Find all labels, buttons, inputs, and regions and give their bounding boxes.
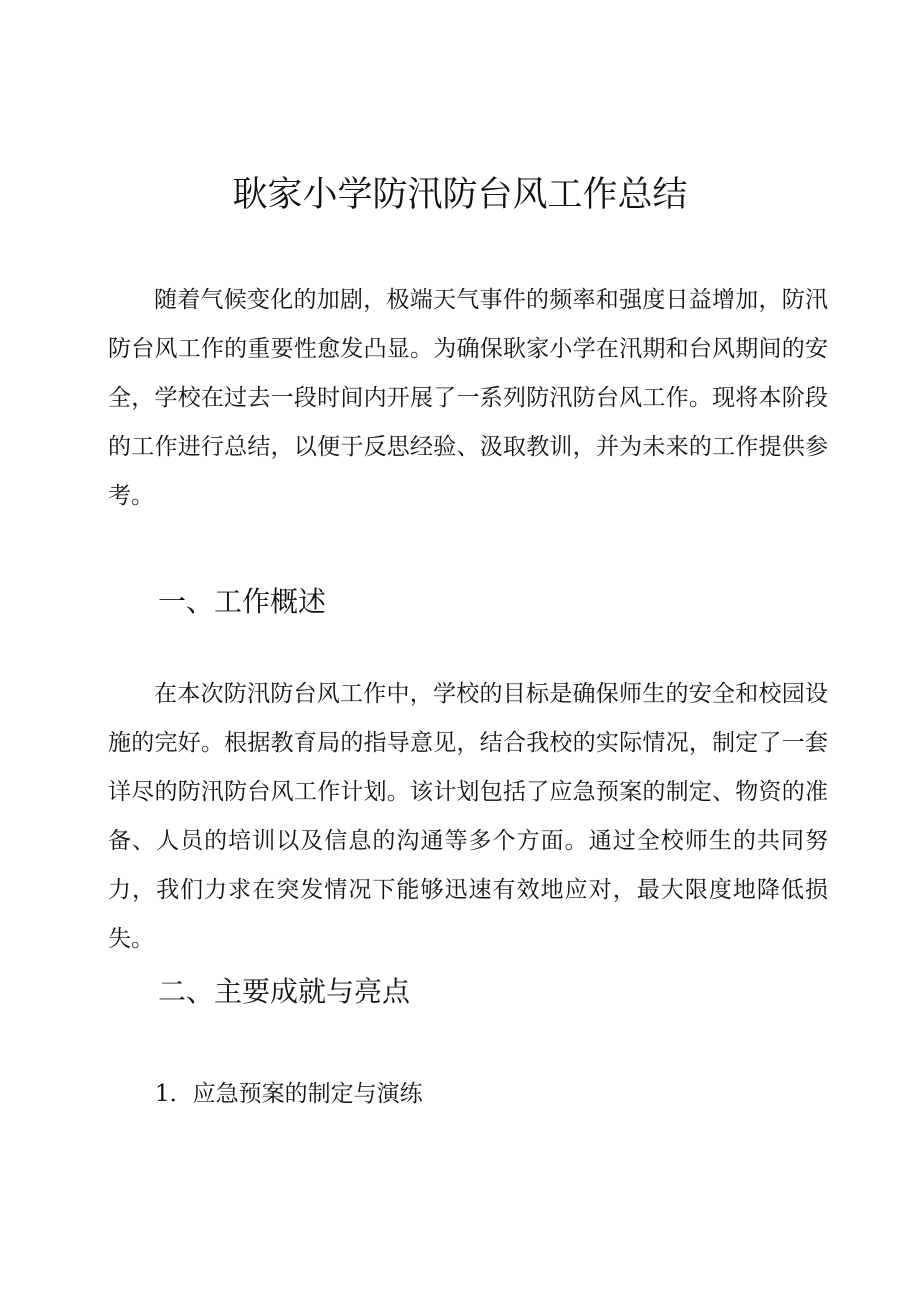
intro-paragraph: 随着气候变化的加剧，极端天气事件的频率和强度日益增加，防汛防台风工作的重要性愈发凸显。为确保耿家小学在汛期和台风期间的安全，学校在过去一段时间内开展了一系列防汛防台风工作。现将本阶段的工作进行总结，以便于反思经验、汲取教训，并为未来的工作提供参考。 [108,287,828,509]
section-heading-overview: 一、工作概述 [158,585,327,618]
subsection-heading-emergency-plan: 1．应急预案的制定与演练 [155,1081,423,1107]
section-heading-achievements: 二、主要成就与亮点 [158,975,411,1008]
document-title: 耿家小学防汛防台风工作总结 [232,175,688,215]
overview-paragraph: 在本次防汛防台风工作中，学校的目标是确保师生的安全和校园设施的完好。根据教育局的指导意见，结合我校的实际情况，制定了一套详尽的防汛防台风工作计划。该计划包括了应急预案的制定、物资的准备、人员的培训以及信息的沟通等多个方面。通过全校师生的共同努力，我们力求在突发情况下能够迅速有效地应对，最大限度地降低损失。 [108,681,828,952]
